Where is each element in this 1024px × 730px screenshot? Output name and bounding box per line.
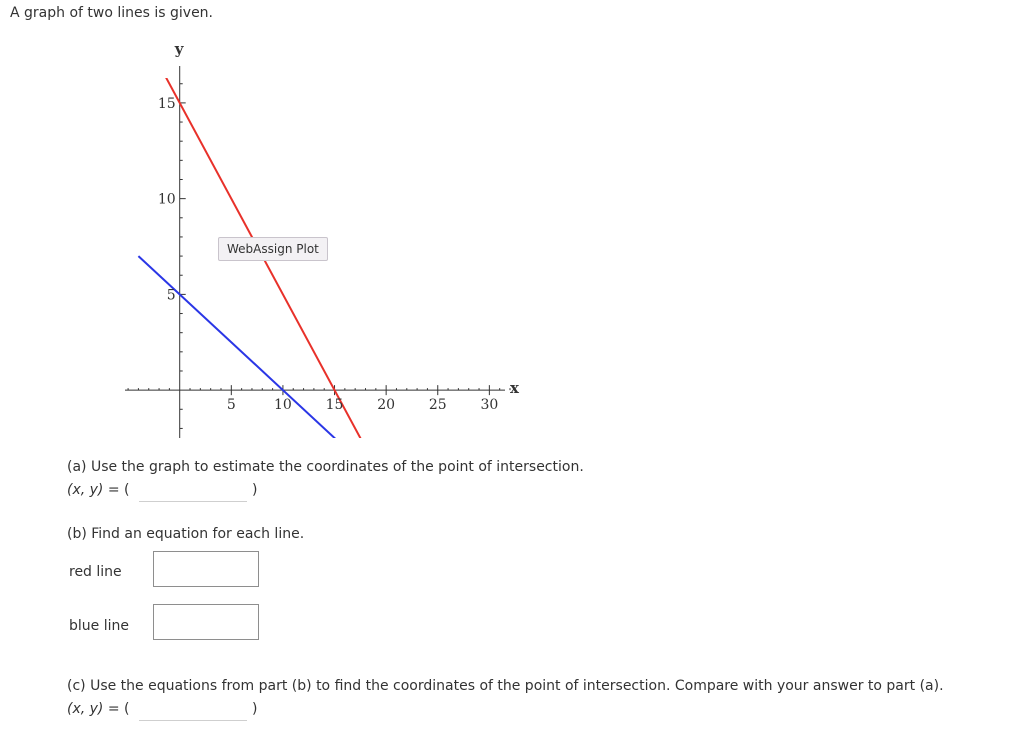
- blue-line-series: [138, 256, 365, 448]
- red-line-equation-input[interactable]: [153, 551, 259, 587]
- x-tick-label: 5: [226, 397, 236, 414]
- xy-symbol: (x, y): [67, 482, 104, 498]
- x-axis-label: x: [510, 379, 519, 398]
- part-a-answer-input[interactable]: [139, 481, 247, 502]
- y-axis-label: y: [174, 40, 184, 58]
- close-paren: ): [252, 482, 258, 498]
- x-tick-label: 10: [274, 397, 292, 414]
- x-tick-label: 25: [428, 397, 447, 414]
- x-tick-label: 15: [325, 397, 344, 414]
- part-c-prefix: [67, 701, 130, 717]
- part-c-answer-input[interactable]: [139, 700, 247, 721]
- open-paren: (: [124, 482, 130, 498]
- part-b-question: (b) Find an equation for each line.: [67, 526, 305, 542]
- y-tick-label: 15: [157, 95, 176, 112]
- y-tick-label: 5: [166, 287, 176, 304]
- part-a-question: (a) Use the graph to estimate the coordinates of the point of intersection.: [67, 459, 584, 475]
- plot-tooltip: WebAssign Plot: [218, 237, 328, 261]
- blue-line-label: blue line: [69, 618, 129, 634]
- blue-line-equation-input[interactable]: [153, 604, 259, 640]
- equals-sign: =: [107, 701, 120, 717]
- close-paren: ): [252, 701, 258, 717]
- open-paren: (: [124, 701, 130, 717]
- tick-labels: [158, 96, 498, 413]
- red-line-label: red line: [69, 564, 122, 580]
- intro-text: A graph of two lines is given.: [10, 5, 213, 21]
- x-tick-label: 30: [480, 397, 499, 414]
- equals-sign: =: [107, 482, 120, 498]
- part-c-question: (c) Use the equations from part (b) to find the coordinates of the point of intersection. Compare with your answer to part (a).: [67, 678, 944, 694]
- part-a-prefix: [67, 482, 130, 498]
- x-tick-label: 20: [377, 397, 396, 414]
- y-tick-label: 10: [157, 191, 176, 208]
- xy-symbol: (x, y): [67, 701, 104, 717]
